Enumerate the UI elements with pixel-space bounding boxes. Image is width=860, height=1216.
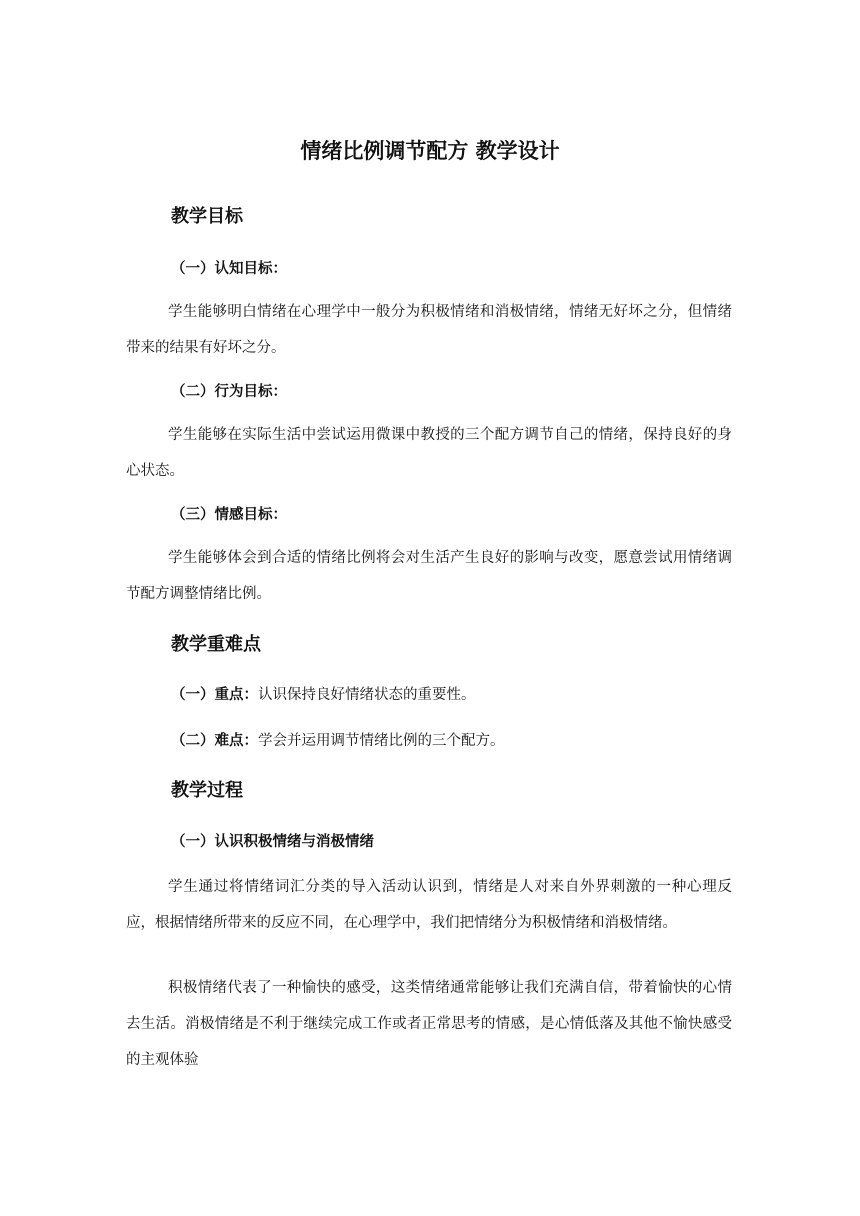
subheading-emotion: （三）情感目标： xyxy=(171,507,287,523)
key-point-difficulty xyxy=(171,730,505,752)
key-point-difficulty-label: （二）难点： xyxy=(171,733,258,749)
document-title: 情绪比例调节配方 教学设计 xyxy=(300,139,560,163)
paragraph-emotion: 学生能够体会到合适的情绪比例将会对生活产生良好的影响与改变，愿意尝试用情绪调节配方调整情绪比例。 xyxy=(126,550,732,602)
heading-key-points: 教学重难点 xyxy=(171,634,261,655)
subheading-cognitive: （一）认知目标： xyxy=(171,261,287,277)
subheading-process-section1: （一）认识积极情绪与消极情绪 xyxy=(171,834,374,850)
paragraph-process-1: 学生通过将情绪词汇分类的导入活动认识到，情绪是人对来自外界刺激的一种心理反应，根据情绪所带来的反应不同，在心理学中，我们把情绪分为积极情绪和消极情绪。 xyxy=(126,879,732,931)
heading-process: 教学过程 xyxy=(171,780,243,801)
key-point-focus-label: （一）重点： xyxy=(171,687,258,703)
key-point-difficulty-text: 学会并运用调节情绪比例的三个配方。 xyxy=(258,733,505,749)
key-point-focus-text: 认识保持良好情绪状态的重要性。 xyxy=(258,687,476,703)
subheading-behavior: （二）行为目标： xyxy=(171,384,287,400)
paragraph-process-2: 积极情绪代表了一种愉快的感受，这类情绪通常能够让我们充满自信，带着愉快的心情去生活。消极情绪是不利于继续完成工作或者正常思考的情感，是心情低落及其他不愉快感受的主观体验 xyxy=(126,980,732,1068)
key-point-focus xyxy=(171,684,476,706)
heading-objectives: 教学目标 xyxy=(171,206,243,227)
paragraph-cognitive: 学生能够明白情绪在心理学中一般分为积极情绪和消极情绪，情绪无好坏之分，但情绪带来的结果有好坏之分。 xyxy=(126,304,732,356)
paragraph-behavior: 学生能够在实际生活中尝试运用微课中教授的三个配方调节自己的情绪，保持良好的身心状态。 xyxy=(126,427,732,479)
